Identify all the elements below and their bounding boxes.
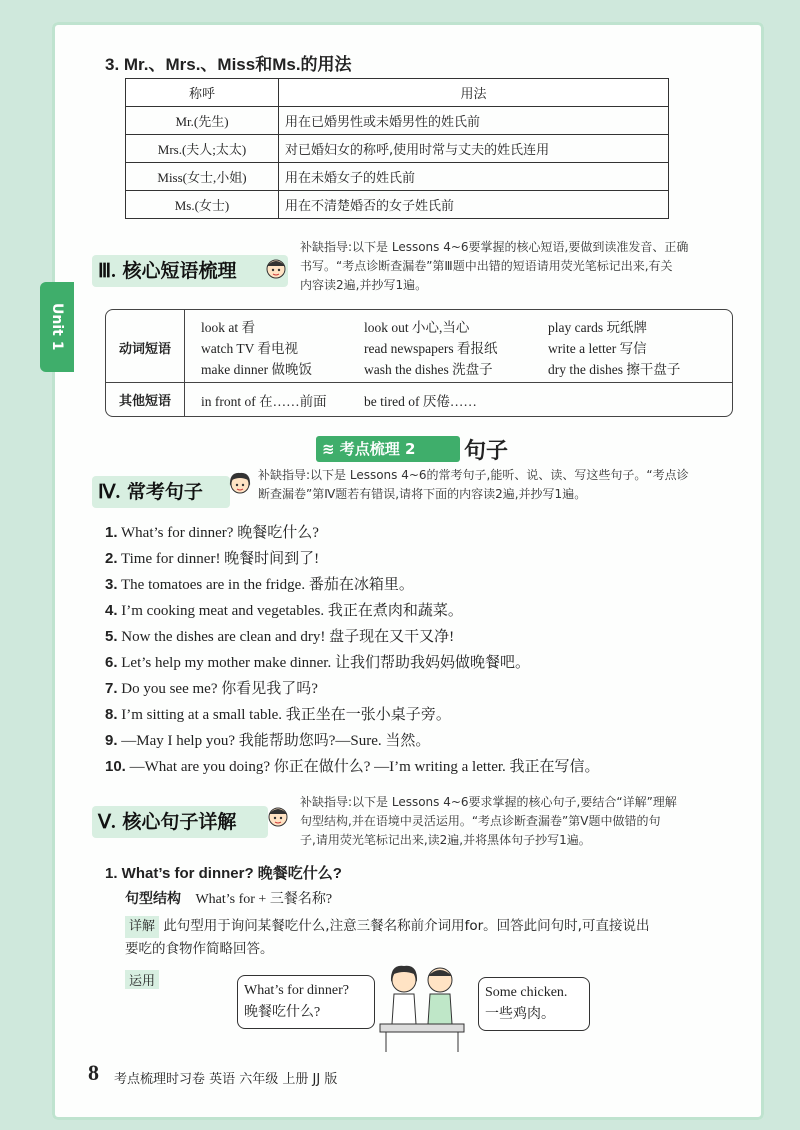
speech-bubble-question <box>237 975 375 1029</box>
sentence-number: 4. <box>105 602 118 619</box>
explain-label: 详解 <box>125 916 159 938</box>
sentence-number: 1. <box>105 524 118 541</box>
section-number: Ⅳ. <box>98 482 121 503</box>
boy-avatar-icon <box>264 804 292 836</box>
other-phrase-label: 其他短语 <box>118 394 171 409</box>
sentence-number: 8. <box>105 706 118 723</box>
bubble-line: Some chicken. <box>485 985 568 1000</box>
pattern-text: What’s for + 三餐名称? <box>195 892 333 907</box>
table-header: 称呼 <box>126 79 279 107</box>
phrase-item: dry the dishes 擦干盘子 <box>548 362 681 377</box>
sentence-item <box>105 677 318 698</box>
tip-line: 句型结构,并在语境中灵活运用。“考点诊断查漏卷”第Ⅴ题中做错的句 <box>300 814 661 828</box>
sentence-text: The tomatoes are in the fridge. 番茄在冰箱里。 <box>121 577 414 593</box>
section-number: Ⅴ. <box>98 812 116 833</box>
table-cell: 用在不清楚婚否的女子姓氏前 <box>279 191 669 219</box>
section-title: 核心句子详解 <box>122 811 237 833</box>
tip-line: 补缺指导:以下是 Lessons 4~6要掌握的核心短语,要做到读准发音、正确 <box>300 240 689 254</box>
tip-line: 断查漏卷”第Ⅳ题若有错误,请将下面的内容读2遍,并抄写1遍。 <box>258 487 587 501</box>
sentence-text: Let’s help my mother make dinner. 让我们帮助我妈妈做晚餐吧。 <box>121 655 530 671</box>
section-iv-heading <box>92 476 230 508</box>
banner-title: 句子 <box>464 439 509 464</box>
footer-text: 考点梳理时习卷 英语 六年级 上册 JJ 版 <box>114 1072 338 1087</box>
sentence-text: I’m cooking meat and vegetables. 我正在煮肉和蔬菜。 <box>121 603 463 619</box>
section-iii-heading <box>92 255 288 287</box>
sentence-text: Time for dinner! 晚餐时间到了! <box>121 551 320 567</box>
table-header-row <box>126 79 669 107</box>
tip-line: 补缺指导:以下是 Lessons 4~6要求掌握的核心句子,要结合“详解”理解 <box>300 795 677 809</box>
sentence-item <box>105 755 600 776</box>
sentence-text: —What are you doing? 你正在做什么? —I’m writing a letter. 我正在写信。 <box>129 759 600 775</box>
sentence-number: 2. <box>105 550 118 567</box>
section-v-tip <box>300 793 677 850</box>
phrase-item: write a letter 写信 <box>548 341 647 356</box>
two-kids-illustration <box>372 962 472 1054</box>
table-cell: 用在未婚女子的姓氏前 <box>279 163 669 191</box>
table-row <box>126 135 669 163</box>
section-number: Ⅲ. <box>98 261 116 282</box>
sentence-item <box>105 599 463 620</box>
bubble-line: What’s for dinner? <box>244 983 349 998</box>
section-title: 核心短语梳理 <box>122 260 237 282</box>
sentence-item <box>105 573 414 594</box>
table-cell: Mr.(先生) <box>126 107 279 135</box>
table-cell: Miss(女士,小姐) <box>126 163 279 191</box>
section-iii-tip <box>300 238 688 295</box>
sentence-item <box>105 547 319 568</box>
sentence-item <box>105 729 430 750</box>
explain-line: 此句型用于询问某餐吃什么,注意三餐名称前介词用for。回答此问句时,可直接说出 <box>163 918 650 934</box>
table-row <box>126 107 669 135</box>
table-cell: 用在已婚男性或未婚男性的姓氏前 <box>279 107 669 135</box>
girl-avatar-icon <box>226 470 254 502</box>
sentence-text: I’m sitting at a small table. 我正坐在一张小桌子旁。 <box>121 707 451 723</box>
sentence-item <box>105 651 530 672</box>
table-row <box>126 191 669 219</box>
sentence-item <box>105 703 451 724</box>
sentence-number: 6. <box>105 654 118 671</box>
use-label-wrap <box>125 970 159 989</box>
bubble-line: 晚餐吃什么? <box>244 1005 321 1020</box>
pattern-label: 句型结构 <box>125 891 181 907</box>
verb-phrase-label: 动词短语 <box>118 342 171 357</box>
sentence-text: What’s for dinner? 晚餐吃什么? <box>121 525 319 541</box>
phrase-item: read newspapers 看报纸 <box>364 341 498 356</box>
page-number: 8 <box>88 1060 99 1085</box>
boy-avatar-icon <box>262 256 290 288</box>
phrase-item: look out 小心,当心 <box>364 320 470 335</box>
sentence-number: 9. <box>105 732 118 749</box>
phrase-item: look at 看 <box>201 320 255 335</box>
core-sentence-title: 1. What’s for dinner? 晚餐吃什么? <box>105 865 342 882</box>
pattern-row <box>125 888 332 908</box>
section-title: 常考句子 <box>126 481 203 503</box>
explain-line: 要吃的食物作简略回答。 <box>125 941 274 957</box>
table-cell: 对已婚妇女的称呼,使用时常与丈夫的姓氏连用 <box>279 135 669 163</box>
phrase-item: watch TV 看电视 <box>201 341 298 356</box>
table-cell: Ms.(女士) <box>126 191 279 219</box>
tip-line: 子,请用荧光笔标记出来,读2遍,并将黑体句子抄写1遍。 <box>300 833 591 847</box>
bubble-line: 一些鸡肉。 <box>485 1007 555 1022</box>
sentence-text: —May I help you? 我能帮助您吗?—Sure. 当然。 <box>121 733 431 749</box>
table-row <box>126 163 669 191</box>
sentence-number: 5. <box>105 628 118 645</box>
table-header: 用法 <box>279 79 669 107</box>
section-banner: ≋ 考点梳理 2 <box>316 436 460 462</box>
sentence-item <box>105 521 319 542</box>
sentence-item <box>105 625 454 646</box>
tip-line: 书写。“考点诊断查漏卷”第Ⅲ题中出错的短语请用荧光笔标记出来,有关 <box>300 259 673 273</box>
tip-line: 内容读2遍,并抄写1遍。 <box>300 278 428 292</box>
title-usage-table <box>125 78 669 219</box>
sentence-text: Do you see me? 你看见我了吗? <box>121 681 318 697</box>
phrase-table <box>105 309 733 417</box>
section-iv-tip <box>258 466 689 504</box>
sentence-number: 3. <box>105 576 118 593</box>
section-v-heading <box>92 806 268 838</box>
phrase-item: make dinner 做晚饭 <box>201 362 312 377</box>
phrase-item: play cards 玩纸牌 <box>548 320 647 335</box>
section3-title: 3. Mr.、Mrs.、Miss和Ms.的用法 <box>105 55 352 74</box>
tip-line: 补缺指导:以下是 Lessons 4~6的常考句子,能听、说、读、写这些句子。“考点诊 <box>258 468 689 482</box>
phrase-item: in front of 在……前面 <box>201 394 327 409</box>
explanation <box>125 915 740 960</box>
phrase-item: wash the dishes 洗盘子 <box>364 362 493 377</box>
sentence-number: 7. <box>105 680 118 697</box>
phrase-item: be tired of 厌倦…… <box>364 394 477 409</box>
sentence-number: 10. <box>105 758 126 775</box>
sentence-text: Now the dishes are clean and dry! 盘子现在又干又净! <box>121 629 455 645</box>
use-label: 运用 <box>125 970 159 989</box>
table-cell: Mrs.(夫人;太太) <box>126 135 279 163</box>
unit-tab: Unit 1 <box>40 282 74 372</box>
speech-bubble-answer <box>478 977 590 1031</box>
